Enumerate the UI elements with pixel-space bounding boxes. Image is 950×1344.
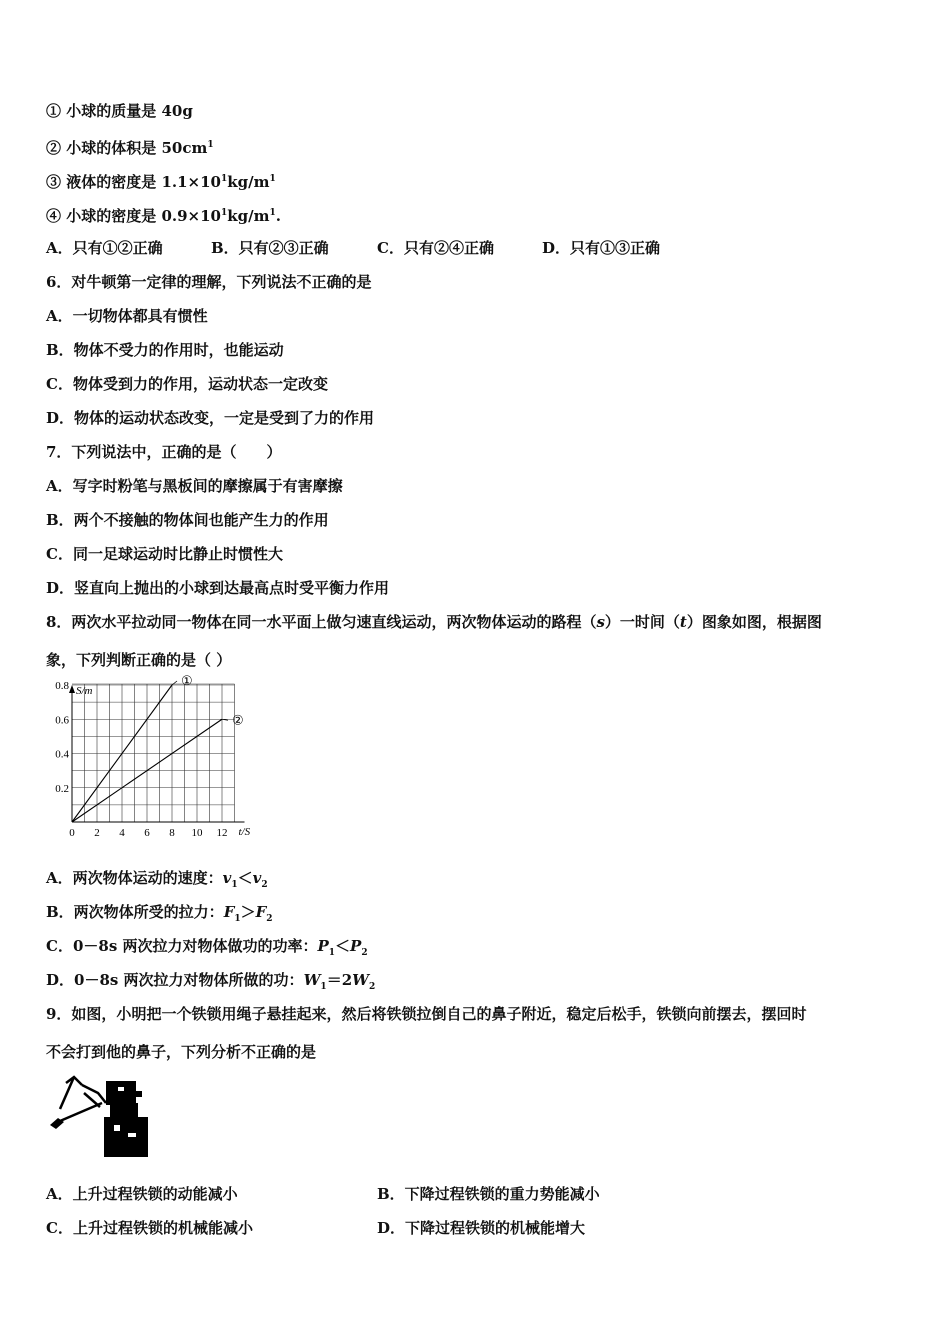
statement-1: ① 小球的质量是 40g bbox=[46, 102, 193, 120]
statement-2: ② 小球的体积是 $50cm^1$ bbox=[46, 139, 214, 157]
q6-option-c[interactable]: C．物体受到力的作用，运动状态一定改变 bbox=[46, 375, 328, 393]
y-axis-label: S/m bbox=[76, 685, 93, 697]
q5-option-c[interactable]: C．只有②④正确 bbox=[377, 239, 494, 257]
q6-option-d[interactable]: D．物体的运动状态改变，一定是受到了力的作用 bbox=[46, 409, 375, 427]
statement-3: ③ 液体的密度是 $1.1\times 10^1kg/m^1$ bbox=[46, 173, 276, 191]
q6-option-a[interactable]: A．一切物体都具有惯性 bbox=[46, 307, 208, 325]
q5-option-a[interactable]: A．只有①②正确 bbox=[46, 239, 163, 257]
x-tick-label: 8 bbox=[169, 827, 175, 839]
y-tick-label: 0.2 bbox=[55, 782, 69, 795]
pendulum-lock-illustration bbox=[44, 1073, 156, 1159]
s-t-graph bbox=[44, 673, 258, 841]
y-tick-label: 0.4 bbox=[55, 748, 69, 761]
q7-option-b[interactable]: B．两个不接触的物体间也能产生力的作用 bbox=[46, 511, 329, 529]
q7-option-c[interactable]: C．同一足球运动时比静止时惯性大 bbox=[46, 545, 283, 563]
q6-option-b[interactable]: B．物体不受力的作用时，也能运动 bbox=[46, 341, 284, 359]
x-axis-label: t/S bbox=[238, 826, 251, 838]
q8-stem-line1: 8．两次水平拉动同一物体在同一水平面上做匀速直线运动，两次物体运动的路程（s）一时间（t）图象如图，根据图 bbox=[46, 613, 822, 631]
q8-option-a[interactable]: A．两次物体运动的速度：$v_1<v_2$ bbox=[46, 869, 268, 890]
x-tick-label: 0 bbox=[69, 827, 75, 839]
x-tick-label: 4 bbox=[119, 827, 125, 839]
q5-option-d[interactable]: D．只有①③正确 bbox=[542, 239, 661, 257]
q5-option-b[interactable]: B．只有②③正确 bbox=[211, 239, 329, 257]
y-tick-label: 0.6 bbox=[55, 714, 69, 727]
q7-stem: 7．下列说法中，正确的是（ ） bbox=[46, 443, 282, 461]
q9-option-c[interactable]: C．上升过程铁锁的机械能减小 bbox=[46, 1219, 253, 1237]
q7-option-a[interactable]: A．写字时粉笔与黑板间的摩擦属于有害摩擦 bbox=[46, 477, 343, 495]
q8-option-d[interactable]: D．0－8s 两次拉力对物体所做的功：$W_1=2W_2$ bbox=[46, 971, 376, 992]
q9-stem-line1: 9．如图，小明把一个铁锁用绳子悬挂起来，然后将铁锁拉倒自己的鼻子附近，稳定后松手，铁锁向前摆去，摆回时 bbox=[46, 1005, 807, 1023]
chart-grid bbox=[72, 684, 235, 822]
statement-4: ④ 小球的密度是 $0.9\times 10^1kg/m^1$. bbox=[46, 207, 281, 225]
q8-option-c[interactable]: C．0－8s 两次拉力对物体做功的功率：$P_1<P_2$ bbox=[46, 937, 368, 958]
q6-stem: 6．对牛顿第一定律的理解，下列说法不正确的是 bbox=[46, 273, 372, 291]
q9-option-b[interactable]: B．下降过程铁锁的重力势能减小 bbox=[377, 1185, 600, 1203]
series-label-leader bbox=[172, 681, 177, 685]
q9-option-a[interactable]: A．上升过程铁锁的动能减小 bbox=[46, 1185, 238, 1203]
person-silhouette-icon bbox=[104, 1081, 148, 1157]
y-axis-arrow bbox=[69, 685, 75, 693]
series-label-2: ② bbox=[232, 712, 244, 728]
q9-option-d[interactable]: D．下降过程铁锁的机械能增大 bbox=[377, 1219, 586, 1237]
y-tick-label: 0.8 bbox=[55, 680, 69, 692]
chart-series bbox=[72, 673, 244, 822]
q8-option-b[interactable]: B．两次物体所受的拉力：$F_1>F_2$ bbox=[46, 903, 273, 924]
q8-stem-line2: 象，下列判断正确的是（ ） bbox=[46, 651, 232, 669]
x-tick-label: 6 bbox=[144, 827, 150, 839]
x-tick-label: 12 bbox=[216, 827, 228, 839]
x-tick-label: 2 bbox=[94, 827, 100, 839]
series-label-1: ① bbox=[181, 673, 193, 688]
q7-option-d[interactable]: D．竖直向上抛出的小球到达最高点时受平衡力作用 bbox=[46, 579, 390, 597]
x-tick-label: 10 bbox=[191, 827, 203, 839]
q9-stem-line2: 不会打到他的鼻子，下列分析不正确的是 bbox=[46, 1043, 317, 1061]
